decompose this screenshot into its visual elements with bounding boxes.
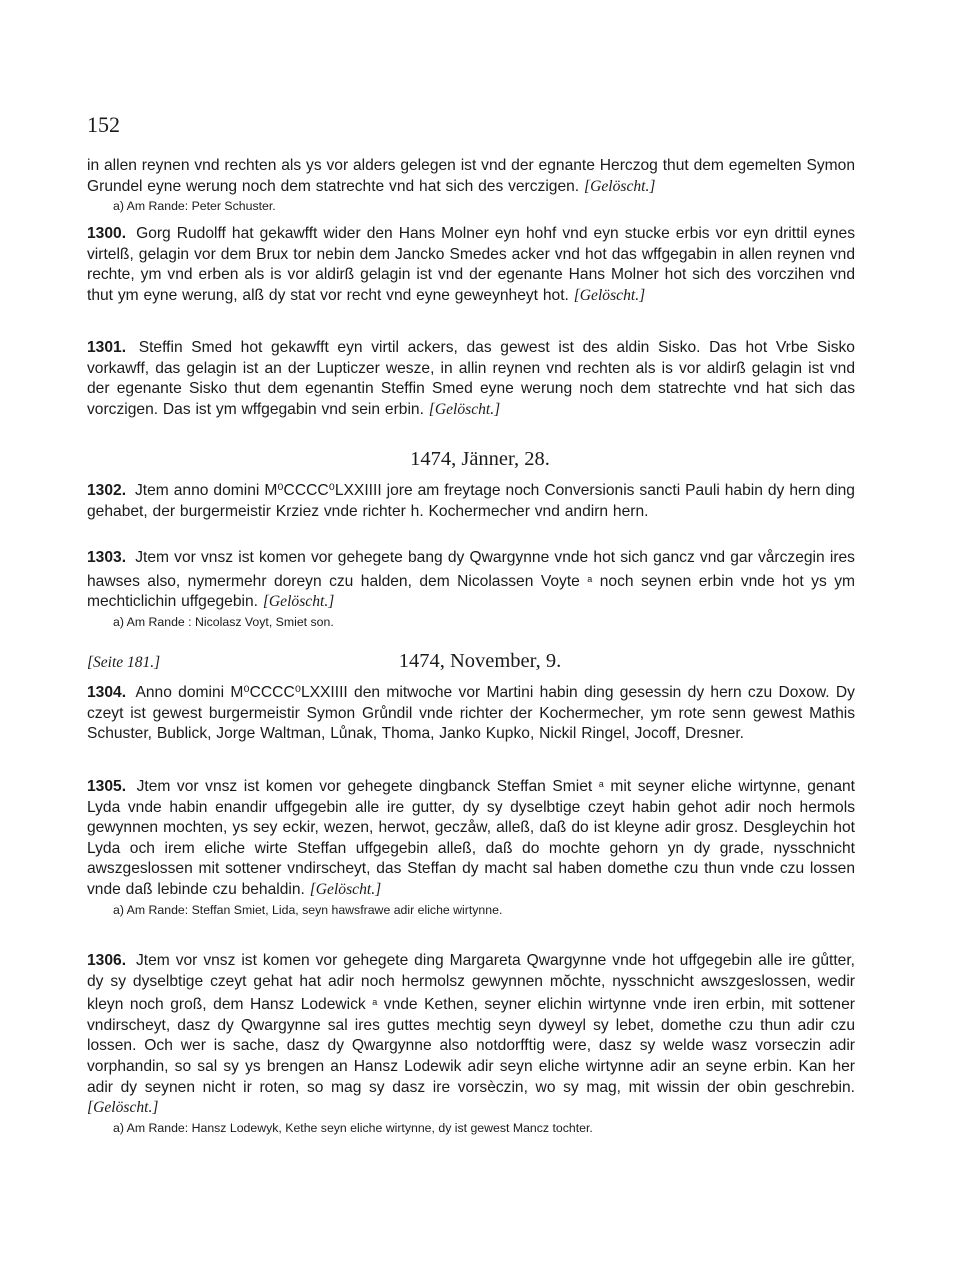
entry-text-continued: noch seynen erbin vnde hot ys ym mechticlichin uffgegebin.: [87, 572, 855, 611]
entry-number: 1306.: [87, 952, 127, 969]
footnote: a) Am Rande: Hansz Lodewyk, Kethe seyn eliche wirtynne, dy ist gewest Mancz tochter.: [113, 1120, 593, 1135]
entry-text: Gorg Rudolff hat gekawfft wider den Hans Molner eyn hohf vnd eyn stucke erbis vor eyn drittil eynes virtelß, gelagin vor dem Brux tor nebin dem Jancko Smedes acker vnd hot das wffgegabin in allen reynen vnd rechte, ym vnd erben als is vor aldirß gelagin ist vnd der egenante Hans Molner hot sich des vorczihen vnd thut ym eyne werung, alß dy stat vor recht vnd eyne geweynheyt hot.: [87, 225, 855, 304]
deleted-mark: [Gelöscht.]: [309, 880, 382, 898]
entry-1305: [87, 774, 855, 918]
deleted-mark: [Gelöscht.]: [428, 400, 501, 418]
entry-text-continued: vnde Kethen, seyner elichin wirtynne vnde iren erbin, mit sottener vndirscheyt, dasz dy Qwargynne sal ires guttes mechtig seyn dyweyl sy lebet, domethe czu thun adir czu lossen. Och wer is sache, dasz dy Qwargynne also notdorfftig were, dasz sy welde wasz vorseczin adir vorphandin, so sal sy ys brengen an Hansz Lodewik adir seyn eliche wirtynne adir an seyne erbin. Kan her adir dy seynen nicht ir roten, so mag sy dasz ire vorsèczin, wo sy mag, mit wissin der obin geschrebin.: [87, 996, 855, 1096]
entry-text: Jtem vor vnsz ist komen vor gehegete dingbanck Steffan Smiet: [136, 778, 593, 795]
entry-1301: [87, 338, 855, 420]
entry-1306: [87, 951, 855, 1136]
page-number: 152: [87, 112, 120, 137]
entry-1304: [87, 683, 855, 745]
footnote: a) Am Rande : Nicolasz Voyt, Smiet son.: [113, 614, 334, 629]
deleted-mark: [Gelöscht.]: [584, 177, 656, 195]
deleted-mark: [Gelöscht.]: [573, 286, 646, 304]
entry-number: 1302.: [87, 482, 127, 499]
entry-text: Jtem vor vnsz ist komen vor gehegete ding Margareta Qwargynne vnde hot uffgegebin alle ire gůtter, dy sy dyselbtige czeyt gehat hat adir noch hermolsz gewynnen mŏchte, nysschnicht awszgeslossen, wedir kleyn noch groß, dem Hansz Lodewick: [87, 952, 855, 1014]
footnote: a) Am Rande: Peter Schuster.: [113, 199, 276, 214]
entry-text: in allen reynen vnd rechten als ys vor alders gelegen ist vnd der egnante Herczog thut dem egemelten Symon Grundel eyne werung noch dem statrechte vnd hat sich des verczigen.: [87, 157, 855, 195]
entry-text: Jtem vor vnsz ist komen vor gehegete bang dy Qwargynne vnde hot sich gancz vnd gar vårczegin ires hawses also, nymermehr doreyn czu halden, dem Nicolassen Voyte: [87, 549, 855, 590]
entry-number: 1304.: [87, 684, 127, 701]
entry-1300: [87, 224, 855, 306]
date-heading: 1474, November, 9.: [398, 650, 562, 672]
entry-1303: [87, 548, 855, 630]
entry-number: 1305.: [87, 778, 127, 795]
entry-number: 1303.: [87, 549, 127, 566]
entry-text: Steffin Smed hot gekawfft eyn virtil ackers, das gewest ist des aldin Sisko. Das hot Vrbe Sisko vorkawff, das gelagin ist an der Lupticzer wesze, in allin reynen vnd rechten als is vor aldirß gelagin ist vnd der egenante Sisko thut dem egenantin Steffin Smed eyne werung noch dem statrechte vnd hat sich das vorczigen. Das ist ym wffgegabin vnd sein erbin.: [87, 339, 855, 418]
entry-number: 1301.: [87, 339, 127, 356]
entry-number: 1300.: [87, 225, 127, 242]
footnote-marker: a: [587, 573, 593, 584]
entry-text: Jtem anno domini M⁰CCCC⁰LXXIIII jore am freytage noch Conversionis sancti Pauli habin dy hern ding gehabet, der burgermeistir Krziez vnde richter h. Kochermecher vnd andirn hern.: [87, 482, 855, 520]
entry-continuation: [87, 156, 855, 214]
footnote: a) Am Rande: Steffan Smiet, Lida, seyn hawsfrawe adir eliche wirtynne.: [113, 902, 503, 917]
footnote-marker: a: [372, 997, 378, 1008]
entry-text: Anno domini M⁰CCCC⁰LXXIIII den mitwoche vor Martini habin ding gesessin dy hern czu Doxow. Dy czeyt ist gewest burgermeistir Symon Grůndil vnde richter der Kochermecher, ym rote senn gewest Mathis Schuster, Bublick, Jorge Waltman, Lůnak, Thoma, Janko Kupko, Nickil Ringel, Jocoff, Dresner.: [87, 684, 855, 743]
footnote-marker: a: [598, 779, 604, 789]
deleted-mark: [Gelöscht.]: [87, 1099, 159, 1117]
date-heading: 1474, Jänner, 28.: [410, 448, 550, 470]
entry-1302: [87, 481, 855, 522]
page-reference: [Seite 181.]: [87, 654, 161, 671]
entry-text-continued: mit seyner eliche wirtynne, genant Lyda vnde habin enandir uffgegebin alle ire gutter, dy sy dyselbtige czeyt habin gehot adir noch hermols gewynnen mochten, ys sey eckir, wezen, herwot, geczåw, alleß, daß do ist kleyne adir grosz. Desgleychin hot Lyda och irem eliche wirte Steffan uffgegebin alleß, daß do mochte gehorn yn dy grade, nysschnicht awszgeslossen mit sottener vndirscheyt, das Steffan dy macht sal haben domethe czu thun vnde czu lossen vnde daß lebinde czu behaldin.: [87, 778, 855, 898]
deleted-mark: [Gelöscht.]: [262, 593, 335, 611]
